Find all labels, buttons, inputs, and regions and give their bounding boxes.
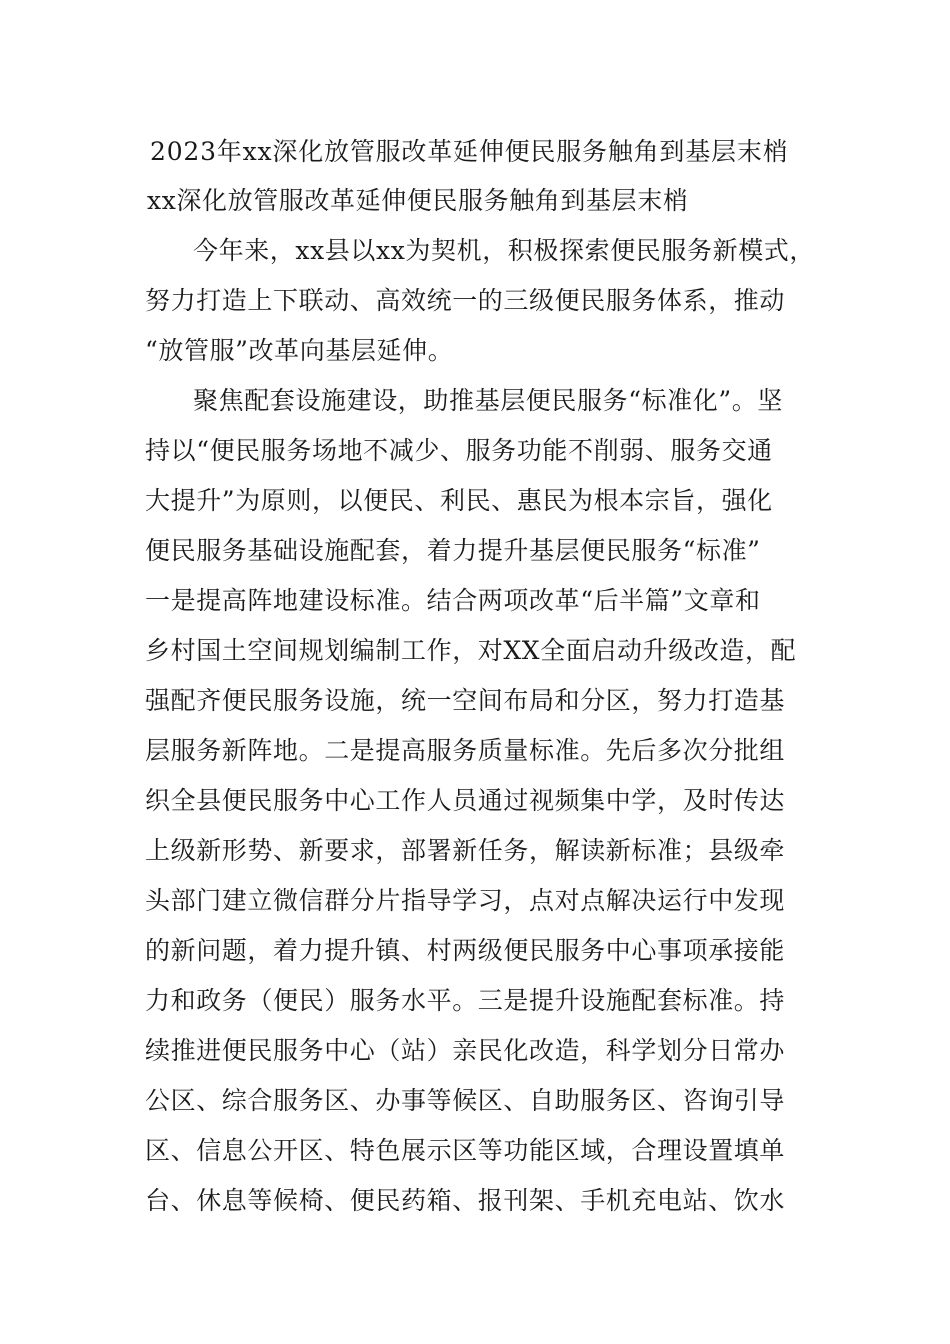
paragraph-line: “放管服”改革向基层延伸。	[145, 336, 454, 365]
paragraph-line: 便民服务基础设施配套，着力提升基层便民服务“标准”	[145, 536, 761, 565]
paragraph-line: 今年来，xx县以xx为契机，积极探索便民服务新模式，	[193, 236, 815, 265]
paragraph-line: 强配齐便民服务设施，统一空间布局和分区，努力打造基	[145, 686, 786, 715]
paragraph-line: 层服务新阵地。二是提高服务质量标准。先后多次分批组	[145, 736, 786, 765]
paragraph-line: 续推进便民服务中心（站）亲民化改造，科学划分日常办	[145, 1036, 786, 1065]
paragraph-line: 力和政务（便民）服务水平。三是提升设施配套标准。持	[145, 986, 786, 1015]
paragraph-line: 大提升”为原则，以便民、利民、惠民为根本宗旨，强化	[145, 486, 773, 515]
document-title: 2023年xx深化放管服改革延伸便民服务触角到基层末梢	[150, 137, 789, 166]
document-subtitle: xx深化放管服改革延伸便民服务触角到基层末梢	[147, 186, 689, 215]
paragraph-line: 区、信息公开区、特色展示区等功能区域，合理设置填单	[145, 1136, 786, 1165]
paragraph-line: 聚焦配套设施建设，助推基层便民服务“标准化”。坚	[193, 386, 783, 415]
paragraph-line: 头部门建立微信群分片指导学习，点对点解决运行中发现	[145, 886, 786, 915]
paragraph-line: 公区、综合服务区、办事等候区、自助服务区、咨询引导	[145, 1086, 786, 1115]
paragraph-line: 的新问题，着力提升镇、村两级便民服务中心事项承接能	[145, 936, 786, 965]
paragraph-line: 乡村国土空间规划编制工作，对XX全面启动升级改造，配	[145, 636, 797, 665]
paragraph-line: 上级新形势、新要求，部署新任务，解读新标准；县级牵	[145, 836, 786, 865]
paragraph-line: 持以“便民服务场地不减少、服务功能不削弱、服务交通	[145, 436, 773, 465]
paragraph-line: 织全县便民服务中心工作人员通过视频集中学，及时传达	[145, 786, 786, 815]
paragraph-line: 一是提高阵地建设标准。结合两项改革“后半篇”文章和	[145, 586, 761, 615]
paragraph-line: 努力打造上下联动、高效统一的三级便民服务体系，推动	[145, 286, 786, 315]
paragraph-line: 台、休息等候椅、便民药箱、报刊架、手机充电站、饮水	[145, 1186, 786, 1215]
